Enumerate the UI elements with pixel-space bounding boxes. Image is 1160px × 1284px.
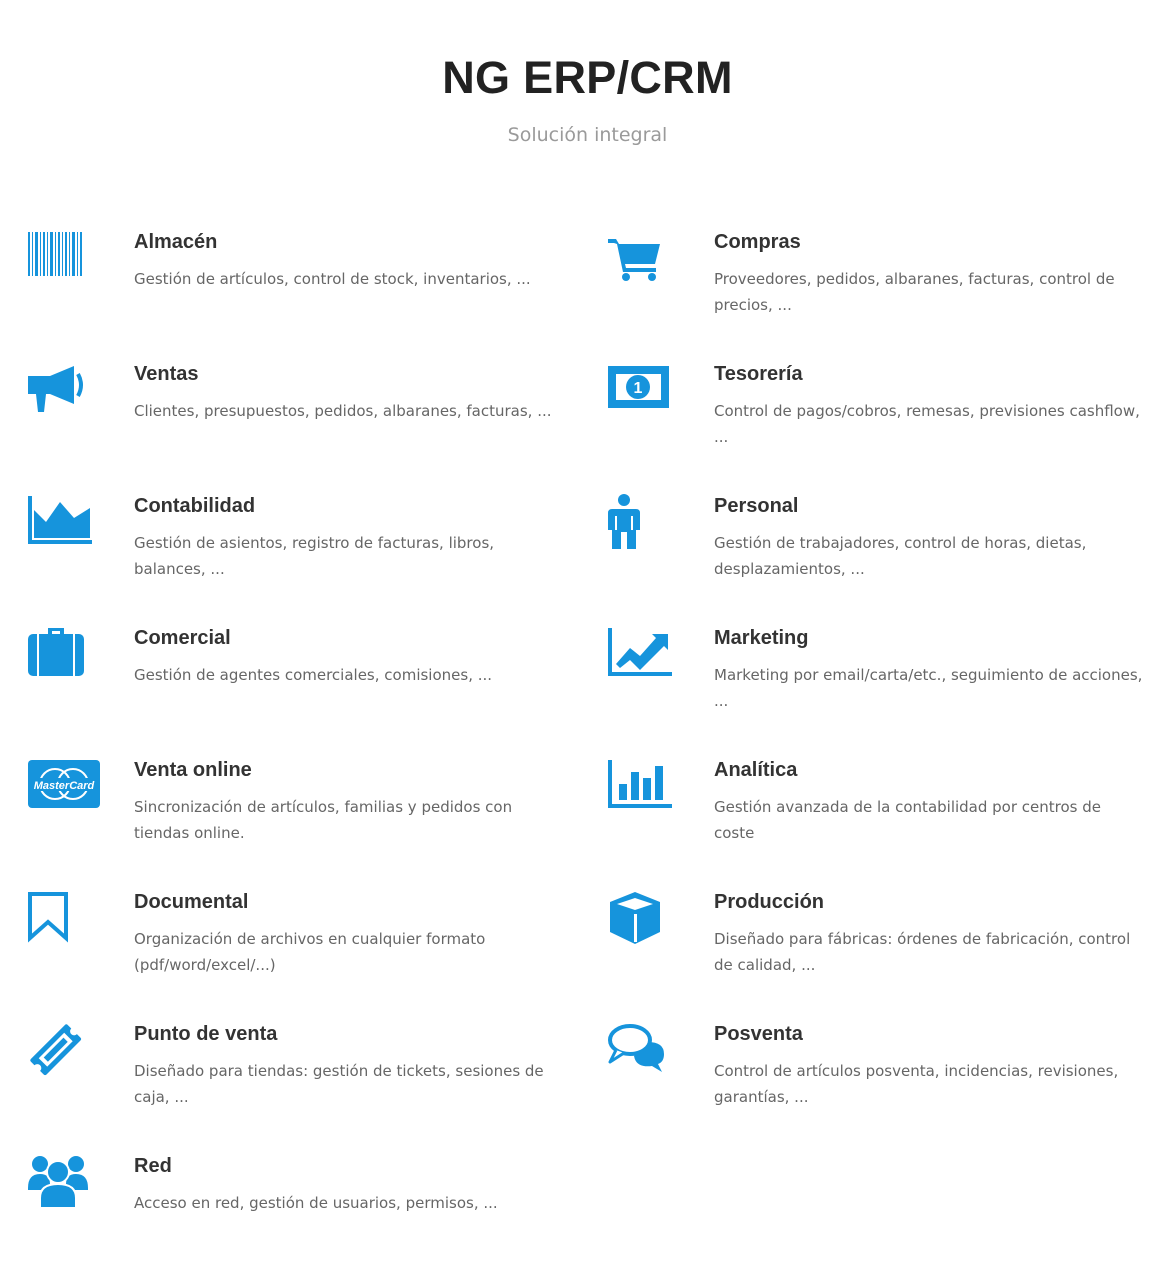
feature-description: Gestión de trabajadores, control de horas, dietas, desplazamientos, ... (714, 534, 1087, 578)
cube-icon (608, 890, 688, 970)
banknote-icon (608, 362, 688, 442)
bar-chart-icon (608, 758, 688, 838)
feature-title: Personal (714, 495, 799, 517)
feature-description: Marketing por email/carta/etc., seguimiento de acciones, ... (714, 666, 1143, 710)
feature-title: Compras (714, 231, 801, 253)
feature-title: Almacén (134, 231, 218, 253)
svg-text:1: 1 (633, 380, 643, 397)
feature-description: Proveedores, pedidos, albaranes, facturas, control de precios, ... (714, 270, 1115, 314)
trending-up-chart-icon (608, 626, 688, 706)
feature-description: Control de artículos posventa, incidencias, revisiones, garantías, ... (714, 1062, 1119, 1106)
feature-description: Acceso en red, gestión de usuarios, permisos, ... (134, 1194, 498, 1212)
feature-title: Ventas (134, 363, 199, 385)
feature-title: Comercial (134, 627, 231, 649)
feature-title: Venta online (134, 759, 252, 781)
feature-description: Clientes, presupuestos, pedidos, albaranes, facturas, ... (134, 402, 552, 420)
barcode-icon (28, 230, 108, 310)
feature-description: Control de pagos/cobros, remesas, previsiones cashflow, ... (714, 402, 1140, 446)
feature-description: Diseñado para fábricas: órdenes de fabricación, control de calidad, ... (714, 930, 1131, 974)
shopping-cart-icon (608, 230, 688, 310)
feature-title: Producción (714, 891, 825, 913)
feature-title: Documental (134, 891, 249, 913)
users-group-icon (28, 1154, 108, 1234)
feature-description: Gestión de artículos, control de stock, inventarios, ... (134, 270, 531, 288)
page-subtitle: Solución integral (507, 124, 668, 146)
megaphone-icon (28, 362, 108, 442)
feature-title: Tesorería (714, 363, 803, 385)
feature-title: Red (134, 1155, 172, 1177)
mastercard-icon (28, 758, 108, 838)
feature-description: Gestión de agentes comerciales, comisiones, ... (134, 666, 493, 684)
briefcase-icon (28, 626, 108, 706)
feature-title: Analítica (714, 759, 798, 781)
feature-title: Punto de venta (134, 1023, 278, 1045)
feature-title: Contabilidad (134, 495, 256, 517)
page-title: NG ERP/CRM (442, 52, 733, 103)
feature-description: Gestión avanzada de la contabilidad por centros de coste (714, 798, 1102, 842)
bookmark-icon (28, 890, 108, 970)
area-chart-icon (28, 494, 108, 574)
feature-description: Sincronización de artículos, familias y pedidos con tiendas online. (134, 798, 513, 842)
feature-description: Gestión de asientos, registro de facturas, libros, balances, ... (134, 534, 495, 578)
chat-bubbles-icon (608, 1022, 688, 1102)
person-icon (608, 494, 688, 574)
feature-title: Posventa (714, 1023, 803, 1045)
feature-description: Organización de archivos en cualquier formato (pdf/word/excel/...) (134, 930, 486, 974)
mastercard-logo-text: MasterCard (33, 780, 95, 792)
ticket-icon (28, 1022, 108, 1102)
feature-description: Diseñado para tiendas: gestión de tickets, sesiones de caja, ... (134, 1062, 544, 1106)
feature-title: Marketing (714, 627, 809, 649)
